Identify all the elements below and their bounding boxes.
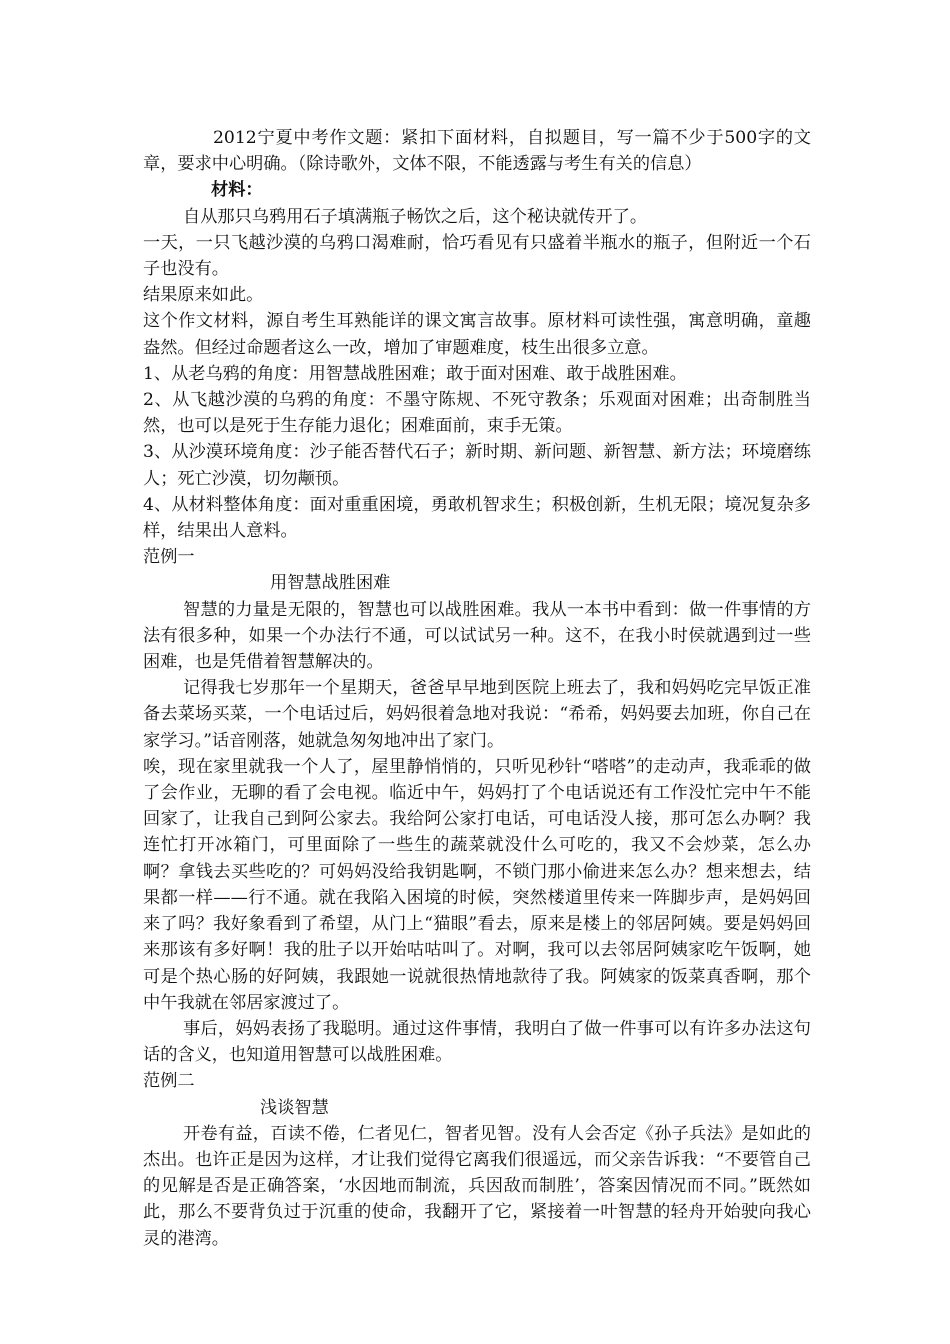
material-line-1: 自从那只乌鸦用石子填满瓶子畅饮之后，这个秘诀就传开了。 <box>183 206 648 227</box>
analysis-point-3: 3、从沙漠环境角度：沙子能否替代石子；新时期、新问题、新智慧、新方法；环境磨练人；死亡沙漠，切勿颟顸。 <box>143 442 811 489</box>
example-1-paragraph-3: 唉，现在家里就我一个人了，屋里静悄悄的，只听见秒针“嗒嗒”的走动声，我乖乖的做了会作业，无聊的看了会电视。临近中午，妈妈打了个电话说还有工作没忙完中午不能回家了，让我自己到阿公家去。我给阿公家打电话，可电话没人接，那可怎么办啊？我连忙打开冰箱门，可里面除了一些生的蔬菜就没什么可吃的，我又不会炒菜，怎么办啊？拿钱去买些吃的？可妈妈没给我钥匙啊，不锁门那小偷进来怎么办？想来想去，结果都一样——行不通。就在我陷入困境的时候，突然楼道里传来一阵脚步声，是妈妈回来了吗？我好象看到了希望，从门上“猫眼”看去，原来是楼上的邻居阿姨。要是妈妈回来那该有多好啊！我的肚子以开始咕咕叫了。对啊，我可以去邻居阿姨家吃午饭啊，她可是个热心肠的好阿姨，我跟她一说就很热情地款待了我。阿姨家的饭菜真香啊，那个中午我就在邻居家渡过了。 <box>143 756 811 1013</box>
example-2-title: 浅谈智慧 <box>260 1097 329 1118</box>
example-1-paragraph-4: 事后，妈妈表扬了我聪明。通过这件事情，我明白了做一件事可以有许多办法这句话的含义，也知道用智慧可以战胜困难。 <box>143 1018 811 1066</box>
example-1-title: 用智慧战胜困难 <box>270 573 391 594</box>
material-heading: 材料： <box>211 180 263 201</box>
example-2-paragraph-1: 开卷有益，百读不倦，仁者见仁，智者见智。没有人会否定《孙子兵法》是如此的杰出。也许正是因为这样，才让我们觉得它离我们很遥远，而父亲告诉我：“不要管自己的见解是否是正确答案，‘水因地而制流，兵因敌而制胜’，答案因情况而不同。”既然如此，那么不要背负过于沉重的使命，我翻开了它，紧接着一叶智慧的轻舟开始驶向我心灵的港湾。 <box>143 1123 811 1249</box>
material-line-3: 结果原来如此。 <box>143 285 264 306</box>
analysis-intro: 这个作文材料，源自考生耳熟能详的课文寓言故事。原材料可读性强，寓意明确，童趣盎然。但经过命题者这么一改，增加了审题难度，枝生出很多立意。 <box>143 311 811 358</box>
analysis-point-1: 1、从老乌鸦的角度：用智慧战胜困难；敢于面对困难、敢于战胜困难。 <box>143 363 687 384</box>
document-page <box>143 125 811 1252</box>
analysis-point-4: 4、从材料整体角度：面对重重困境，勇敢机智求生；积极创新，生机无限；境况复杂多样，结果出人意料。 <box>143 494 811 542</box>
example-1-label: 范例一 <box>143 547 195 568</box>
analysis-point-2: 2、从飞越沙漠的乌鸦的角度：不墨守陈规、不死守教条；乐观面对困难；出奇制胜当然，也可以是死于生存能力退化；困难面前，束手无策。 <box>143 390 811 437</box>
example-2-label: 范例二 <box>143 1071 195 1092</box>
exam-prompt: 2012宁夏中考作文题：紧扣下面材料，自拟题目，写一篇不少于500字的文章，要求中心明确。（除诗歌外，文体不限，不能透露与考生有关的信息） <box>143 128 811 175</box>
example-1-paragraph-2: 记得我七岁那年一个星期天，爸爸早早地到医院上班去了，我和妈妈吃完早饭正准备去菜场买菜，一个电话过后，妈妈很着急地对我说：“希希，妈妈要去加班，你自己在家学习。”话音刚落，她就急匆匆地冲出了家门。 <box>143 678 811 751</box>
material-line-2: 一天，一只飞越沙漠的乌鸦口渴难耐，恰巧看见有只盛着半瓶水的瓶子，但附近一个石子也没有。 <box>143 232 811 280</box>
example-1-paragraph-1: 智慧的力量是无限的，智慧也可以战胜困难。我从一本书中看到：做一件事情的方法有很多种，如果一个办法行不通，可以试试另一种。这不，在我小时侯就遇到过一些困难，也是凭借着智慧解决的。 <box>143 599 811 673</box>
